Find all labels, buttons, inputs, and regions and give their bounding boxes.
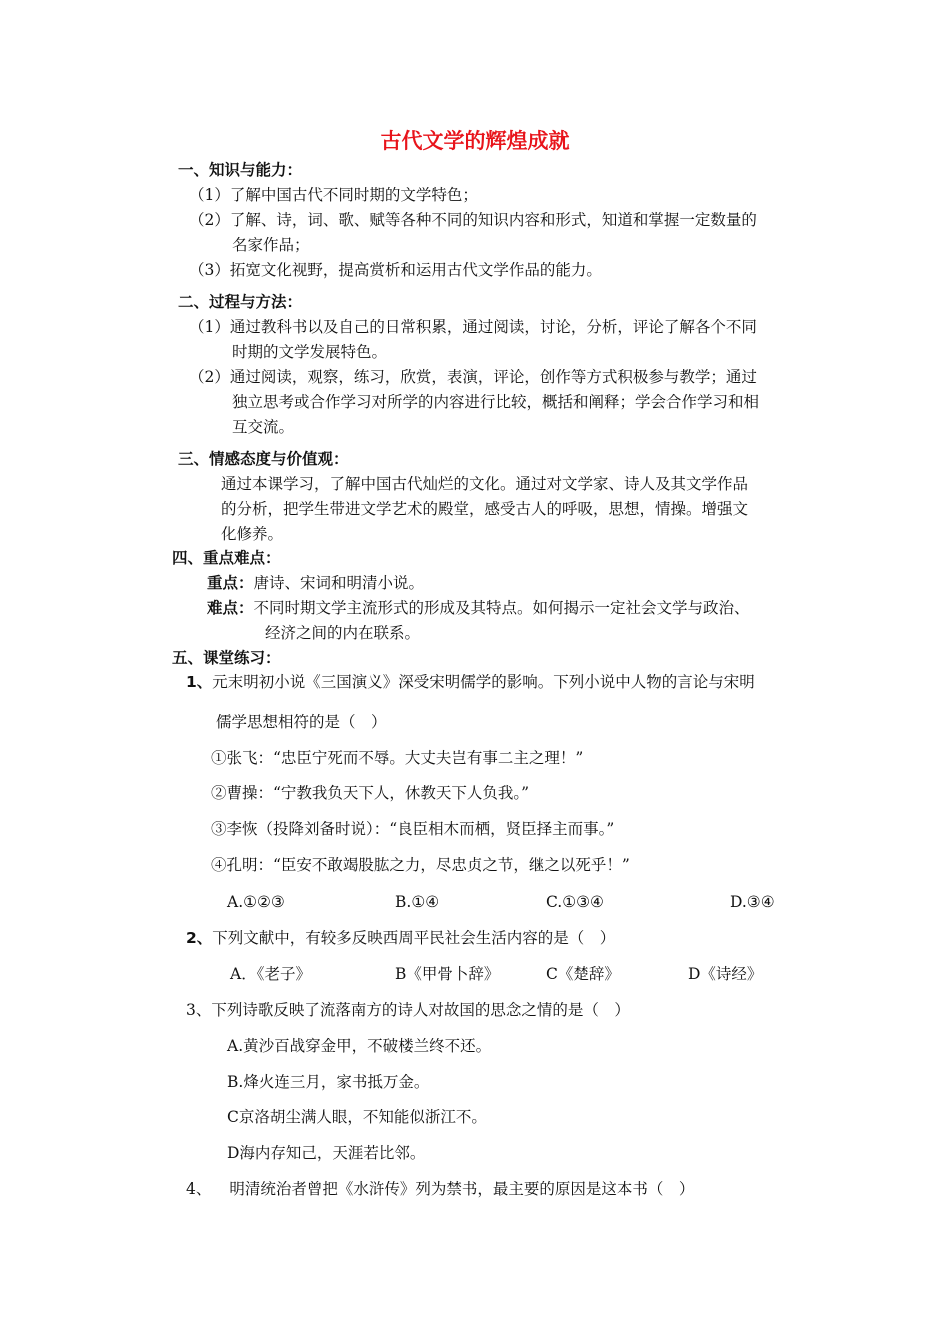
question-1-statement: ④孔明：“臣安不敢竭股肱之力，尽忠贞之节，继之以死乎！”: [211, 856, 630, 874]
question-text: 下列文献中，有较多反映西周平民社会生活内容的是（ ）: [212, 929, 616, 947]
section-heading-process: 二、过程与方法：: [178, 293, 303, 311]
values-paragraph-line: 通过本课学习，了解中国古代灿烂的文化。通过对文学家、诗人及其文学作品: [221, 475, 749, 493]
question-1-option-a: A.①②③: [227, 893, 285, 911]
section-heading-values: 三、情感态度与价值观：: [178, 450, 349, 468]
section-heading-key-points: 四、重点难点：: [172, 549, 281, 567]
question-1-statement: ②曹操：“宁教我负天下人，休教天下人负我。”: [211, 784, 530, 802]
question-3-option-b: B.烽火连三月，家书抵万金。: [227, 1073, 430, 1091]
question-4-stem: [186, 1179, 694, 1199]
question-1-stem: [186, 672, 755, 692]
question-1-statement: ①张飞：“忠臣宁死而不辱。大丈夫岂有事二主之理！”: [211, 749, 584, 767]
question-1-option-b: B.①④: [395, 893, 440, 911]
section-heading-knowledge: 一、知识与能力：: [178, 161, 303, 179]
question-1-stem-continuation: 儒学思想相符的是（ ）: [216, 713, 387, 731]
key-point-label: 重点：: [207, 574, 254, 592]
question-2-option-c: C《楚辞》: [546, 965, 620, 983]
objective-item: （1）通过教科书以及自己的日常积累，通过阅读，讨论，分析，评论了解各个不同: [189, 318, 757, 336]
page-title: 古代文学的辉煌成就: [380, 129, 570, 153]
question-2-option-a: A．《老子》: [230, 965, 311, 983]
question-1-statement: ③李恢（投降刘备时说）：“良臣相木而栖，贤臣择主而事。”: [211, 820, 615, 838]
question-3-option-d: D海内存知己，天涯若比邻。: [227, 1144, 426, 1162]
question-number: 2、: [186, 929, 213, 947]
question-number: 3、: [186, 1001, 212, 1019]
question-text: 元末明初小说《三国演义》深受宋明儒学的影响。下列小说中人物的言论与宋明: [212, 673, 755, 691]
objective-item: （1）了解中国古代不同时期的文学特色；: [189, 186, 478, 204]
question-2-option-b: B《甲骨卜辞》: [395, 965, 500, 983]
difficulty-continuation: 经济之间的内在联系。: [265, 624, 421, 642]
difficulty-text: 不同时期文学主流形式的形成及其特点。如何揭示一定社会文学与政治、: [253, 599, 750, 617]
question-2-stem: [186, 928, 615, 948]
objective-item: （2）通过阅读，观察，练习，欣赏，表演，评论，创作等方式积极参与教学；通过: [189, 368, 757, 386]
objective-item: （2）了解、诗，词、歌、赋等各种不同的知识内容和形式，知道和掌握一定数量的: [189, 211, 757, 229]
objective-item-continuation: 独立思考或合作学习对所学的内容进行比较，概括和阐释；学会合作学习和相: [232, 393, 760, 411]
question-1-option-c: C.①③④: [546, 893, 604, 911]
question-number: 4、: [186, 1180, 212, 1198]
values-paragraph-line: 化修养。: [221, 525, 284, 543]
key-point-text: 唐诗、宋词和明清小说。: [253, 574, 425, 592]
question-text: 下列诗歌反映了流落南方的诗人对故国的思念之情的是（ ）: [211, 1001, 630, 1019]
objective-item-continuation: 互交流。: [232, 418, 295, 436]
objective-item: （3）拓宽文化视野，提高赏析和运用古代文学作品的能力。: [189, 261, 602, 279]
question-2-option-d: D《诗经》: [688, 965, 763, 983]
question-3-option-a: A.黄沙百战穿金甲，不破楼兰终不还。: [227, 1037, 492, 1055]
section-heading-exercises: 五、课堂练习：: [172, 649, 281, 667]
values-paragraph-line: 的分析，把学生带进文学艺术的殿堂，感受古人的呼吸，思想，情操。增强文: [221, 500, 749, 518]
difficulty-label: 难点：: [207, 599, 254, 617]
question-number: 1、: [186, 673, 213, 691]
difficulty-line: [207, 598, 750, 618]
key-point-line: [207, 573, 424, 593]
question-3-stem: [186, 1000, 630, 1020]
objective-item-continuation: 时期的文学发展特色。: [232, 343, 388, 361]
question-3-option-c: C京洛胡尘满人眼，不知能似浙江不。: [227, 1108, 487, 1126]
objective-item-continuation: 名家作品；: [232, 236, 310, 254]
question-1-option-d: D.③④: [730, 893, 775, 911]
question-text: 明清统治者曾把《水浒传》列为禁书，最主要的原因是这本书（ ）: [229, 1180, 695, 1198]
